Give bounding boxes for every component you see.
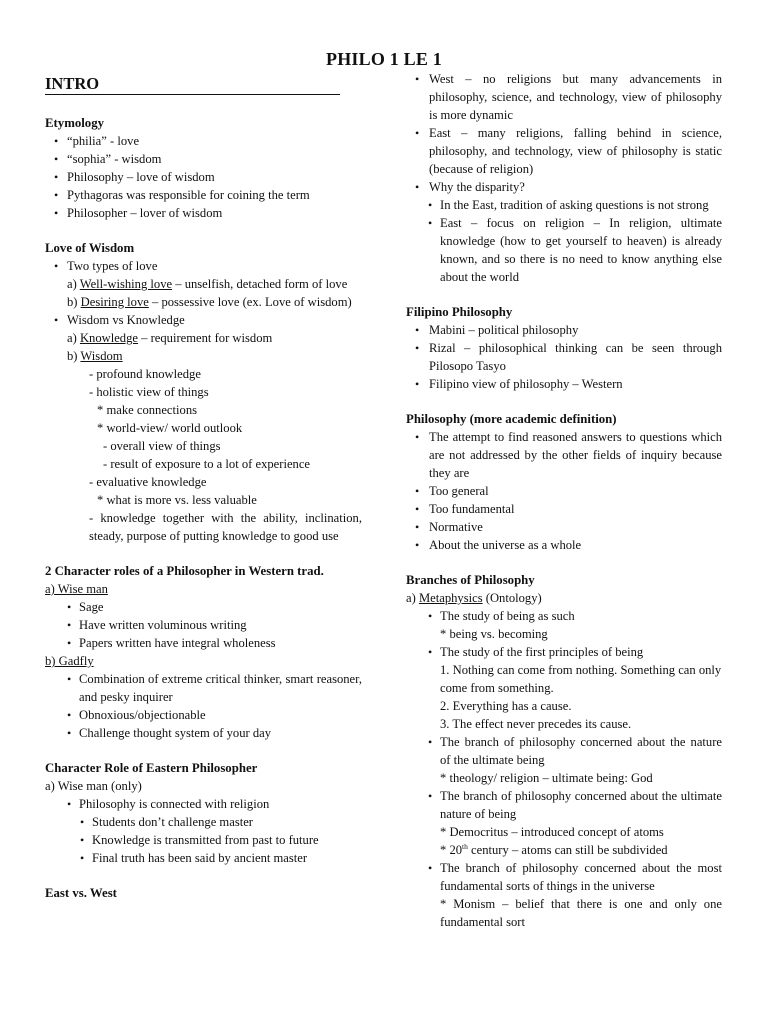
- list-item: • Too fundamental: [406, 500, 722, 518]
- eastern-list: [45, 795, 362, 867]
- list-item: • The attempt to find reasoned answers to questions which are not addressed by the other fields of inquiry because they are: [406, 428, 722, 482]
- list-item: • Rizal – philosophical thinking can be seen through Pilosopo Tasyo: [406, 339, 722, 375]
- item-note: [440, 841, 722, 859]
- term-metaphysics: Metaphysics: [418, 591, 483, 605]
- metaphysics-line: [406, 589, 722, 607]
- wise-man-label: a) Wise man: [45, 582, 108, 596]
- item-note: * Monism – belief that there is one and only one fundamental sort: [440, 897, 722, 929]
- term-knowledge: Knowledge: [79, 331, 138, 345]
- item-text: – unselfish, detached form of love: [172, 277, 348, 291]
- list-item: • Normative: [406, 518, 722, 536]
- list-item: • Papers written have integral wholeness: [45, 634, 362, 652]
- list-item: • “philia” - love: [45, 132, 362, 150]
- item-text: – possessive love (ex. Love of wisdom): [148, 295, 352, 309]
- section-love-of-wisdom: [45, 239, 362, 545]
- term-desiring: Desiring love: [80, 295, 149, 309]
- metaphysics-list: [406, 607, 722, 931]
- list-item: • Two types of love: [45, 257, 362, 275]
- etymology-heading: Etymology: [45, 116, 105, 130]
- note-line: - holistic view of things: [89, 385, 209, 399]
- academic-list: [406, 428, 722, 554]
- item-prefix: b): [67, 295, 81, 309]
- filipino-heading: Filipino Philosophy: [406, 305, 513, 319]
- academic-heading: Philosophy (more academic definition): [406, 412, 617, 426]
- note-line: - knowledge together with the ability, inclination, steady, purpose of putting knowledge to good use: [89, 511, 362, 543]
- item-text: • The branch of philosophy concerned about the most fundamental sorts of things in the universe: [440, 861, 722, 893]
- item-note: 1. Nothing can come from nothing. Something can only come from something.: [440, 663, 722, 695]
- list-item: • Pythagoras was responsible for coining the term: [45, 186, 362, 204]
- item-text: • The study of the first principles of being: [440, 645, 644, 659]
- wisdom-line: [45, 347, 362, 365]
- filipino-list: [406, 321, 722, 393]
- item-prefix: b): [67, 349, 81, 363]
- list-item: • Filipino view of philosophy – Western: [406, 375, 722, 393]
- page-title: PHILO 1 LE 1: [326, 49, 442, 69]
- list-item: • In the East, tradition of asking questions is not strong: [406, 196, 722, 214]
- list-item: • “sophia” - wisdom: [45, 150, 362, 168]
- roles-heading: 2 Character roles of a Philosopher in Western trad.: [45, 564, 324, 578]
- section-etymology: [45, 114, 362, 222]
- east-west-list: [406, 70, 722, 286]
- list-item: • Why the disparity?: [406, 178, 722, 196]
- wisdom-list: [45, 311, 362, 329]
- superscript: th: [462, 842, 468, 851]
- list-item: • East – focus on religion – In religion, ultimate knowledge (how to get yourself to heaven) is already known, and so there is no need to know anything else about the world: [406, 214, 722, 286]
- love-heading: Love of Wisdom: [45, 241, 135, 255]
- list-item: • Philosophy is connected with religion: [45, 795, 362, 813]
- item-note: * Democritus – introduced concept of atoms: [440, 825, 664, 839]
- intro-heading: INTRO: [45, 74, 340, 95]
- list-item: • East – many religions, falling behind in science, philosophy, and technology, view of philosophy is static (because of religion): [406, 124, 722, 178]
- list-item: [406, 787, 722, 859]
- list-item: [406, 859, 722, 931]
- term-well-wishing: Well-wishing love: [79, 277, 173, 291]
- left-column: [45, 72, 362, 902]
- section-eastern-philosopher: [45, 759, 362, 867]
- item-text: • The study of being as such: [440, 609, 575, 623]
- eastern-wise-man-label: a) Wise man (only): [45, 779, 142, 793]
- section-branches: [406, 571, 722, 931]
- list-item: • Students don’t challenge master: [45, 813, 362, 831]
- list-item: • Combination of extreme critical thinker, smart reasoner, and pesky inquirer: [45, 670, 362, 706]
- item-text: – requirement for wisdom: [138, 331, 273, 345]
- etymology-list: [45, 132, 362, 222]
- list-item: • Sage: [45, 598, 362, 616]
- note-text: century – atoms can still be subdivided: [467, 843, 668, 857]
- list-item: • West – no religions but many advancements in philosophy, science, and technology, view of philosophy is more dynamic: [406, 70, 722, 124]
- gadfly-label: b) Gadfly: [45, 654, 94, 668]
- branches-heading: Branches of Philosophy: [406, 573, 535, 587]
- section-east-vs-west: [45, 884, 362, 902]
- list-item: • Knowledge is transmitted from past to future: [45, 831, 362, 849]
- item-prefix: a): [67, 277, 80, 291]
- list-item: • Have written voluminous writing: [45, 616, 362, 634]
- note-line: - profound knowledge: [89, 367, 201, 381]
- list-item: • Philosopher – lover of wisdom: [45, 204, 362, 222]
- right-column: [406, 70, 722, 931]
- list-item: • Obnoxious/objectionable: [45, 706, 362, 724]
- note-line: - evaluative knowledge: [89, 475, 207, 489]
- list-item: • Mabini – political philosophy: [406, 321, 722, 339]
- item-text: • The branch of philosophy concerned about the nature of the ultimate being: [440, 735, 722, 767]
- gadfly-list: [45, 670, 362, 742]
- section-filipino: [406, 303, 722, 393]
- note-line: * make connections: [97, 403, 198, 417]
- note-text: * 20: [440, 843, 463, 857]
- list-item: • Challenge thought system of your day: [45, 724, 362, 742]
- list-item: • About the universe as a whole: [406, 536, 722, 554]
- item-note: 2. Everything has a cause.: [440, 699, 572, 713]
- term-wisdom: Wisdom: [80, 349, 123, 363]
- item-prefix: a): [406, 591, 419, 605]
- list-item: • Philosophy – love of wisdom: [45, 168, 362, 186]
- love-type-a: [45, 275, 362, 293]
- list-item: [406, 643, 722, 733]
- item-note: * theology/ religion – ultimate being: God: [440, 771, 653, 785]
- note-line: - overall view of things: [103, 439, 221, 453]
- note-line: * what is more vs. less valuable: [97, 493, 257, 507]
- love-type-b: [45, 293, 362, 311]
- list-item: • Too general: [406, 482, 722, 500]
- section-academic-definition: [406, 410, 722, 554]
- knowledge-line: [45, 329, 362, 347]
- list-item: [406, 733, 722, 787]
- east-west-heading: East vs. West: [45, 886, 117, 900]
- item-text: • The branch of philosophy concerned about the ultimate nature of being: [440, 789, 722, 821]
- note-line: * world-view/ world outlook: [97, 421, 243, 435]
- item-note: * being vs. becoming: [440, 627, 548, 641]
- wise-man-list: [45, 598, 362, 652]
- list-item: [406, 607, 722, 643]
- item-prefix: a): [67, 331, 80, 345]
- love-list: [45, 257, 362, 275]
- item-text: (Ontology): [482, 591, 542, 605]
- item-note: 3. The effect never precedes its cause.: [440, 717, 632, 731]
- eastern-heading: Character Role of Eastern Philosopher: [45, 761, 258, 775]
- list-item: • Final truth has been said by ancient master: [45, 849, 362, 867]
- note-line: - result of exposure to a lot of experience: [103, 457, 311, 471]
- list-item: • Wisdom vs Knowledge: [45, 311, 362, 329]
- section-character-roles: [45, 562, 362, 742]
